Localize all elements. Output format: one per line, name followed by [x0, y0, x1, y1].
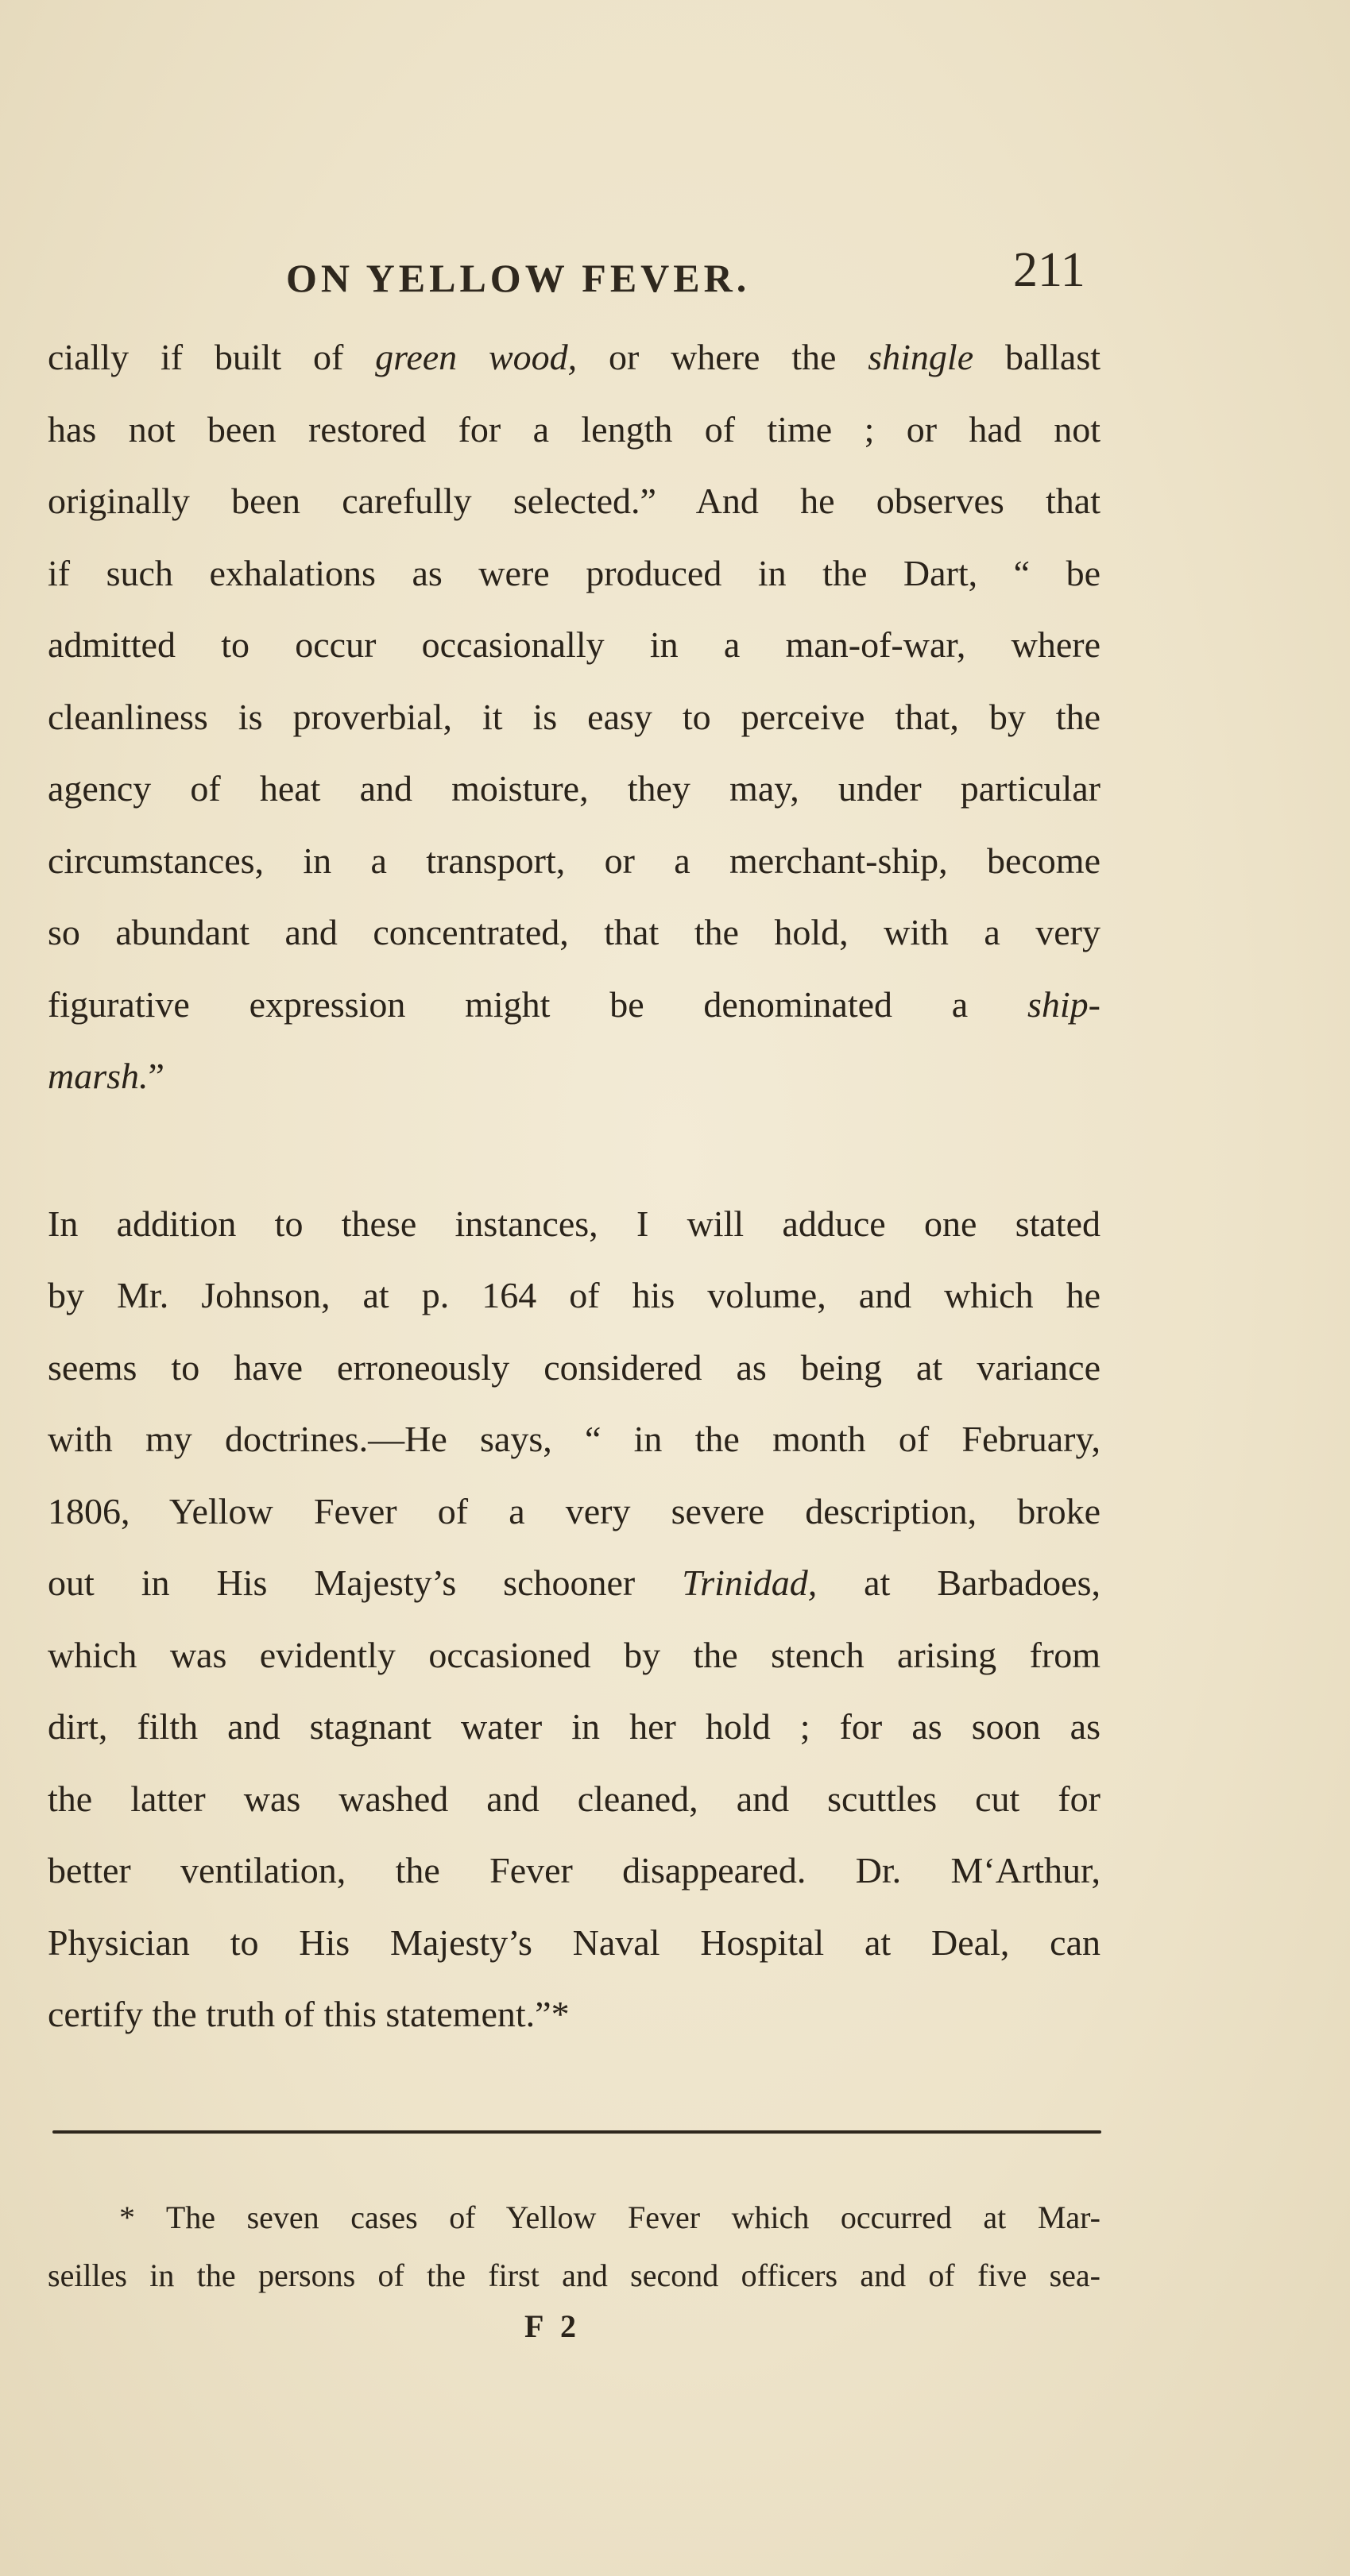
- text-line: In addition to these instances, I will adduce one stated: [48, 1203, 1101, 1244]
- text-line: originally been carefully selected.” And he observes that: [48, 481, 1101, 521]
- text-line: seems to have erroneously considered as being at variance: [48, 1346, 1101, 1388]
- text-line: agency of heat and moisture, they may, under particular: [48, 768, 1101, 809]
- text-line: cleanliness is proverbial, it is easy to perceive that, by the: [48, 696, 1101, 737]
- text-line: out in His Majesty’s schooner Trinidad, at Barbadoes,: [48, 1562, 1101, 1603]
- text-line: certify the truth of this statement.”*: [48, 1994, 570, 2034]
- text-line: admitted to occur occasionally in a man-of-war, where: [48, 624, 1101, 665]
- text-line: better ventilation, the Fever disappeared. Dr. M‘Arthur,: [48, 1850, 1101, 1890]
- paragraph-2: [48, 1188, 1101, 2051]
- text-line: Physician to His Majesty’s Naval Hospital at Deal, can: [48, 1921, 1101, 1963]
- text-line: circumstances, in a transport, or a merchant-ship, become: [48, 840, 1101, 881]
- page-header: [48, 242, 1085, 306]
- text-line: cially if built of green wood, or where the shingle ballast: [48, 337, 1101, 377]
- text-line: dirt, filth and stagnant water in her hold ; for as soon as: [48, 1706, 1101, 1747]
- text-line: has not been restored for a length of time ; or had not: [48, 408, 1101, 450]
- page-number: 211: [1013, 243, 1085, 297]
- paragraph-1: [48, 322, 1101, 1113]
- text-line: which was evidently occasioned by the stench arising from: [48, 1634, 1101, 1675]
- footnote: [48, 2188, 1101, 2304]
- footnote-line: * The seven cases of Yellow Fever which occurred at Mar-: [119, 2199, 1101, 2235]
- text-line: so abundant and concentrated, that the hold, with a very: [48, 912, 1101, 952]
- text-line: marsh.”: [48, 1056, 164, 1096]
- body-text: [48, 322, 1101, 2051]
- text-line: the latter was washed and cleaned, and scuttles cut for: [48, 1778, 1101, 1819]
- text-line: 1806, Yellow Fever of a very severe description, broke: [48, 1490, 1101, 1531]
- text-line: by Mr. Johnson, at p. 164 of his volume, and which he: [48, 1275, 1101, 1315]
- running-title: ON YELLOW FEVER.: [286, 256, 751, 300]
- signature-mark: F 2: [524, 2308, 581, 2344]
- paragraph-gap: [48, 1113, 1101, 1188]
- text-line: figurative expression might be denominated a ship-: [48, 983, 1101, 1025]
- text-line: if such exhalations as were produced in the Dart, “ be: [48, 552, 1101, 593]
- footnote-divider: [52, 2130, 1101, 2134]
- footnote-line: seilles in the persons of the first and second officers and of five sea-: [48, 2257, 1101, 2293]
- text-line: with my doctrines.—He says, “ in the month of February,: [48, 1419, 1101, 1459]
